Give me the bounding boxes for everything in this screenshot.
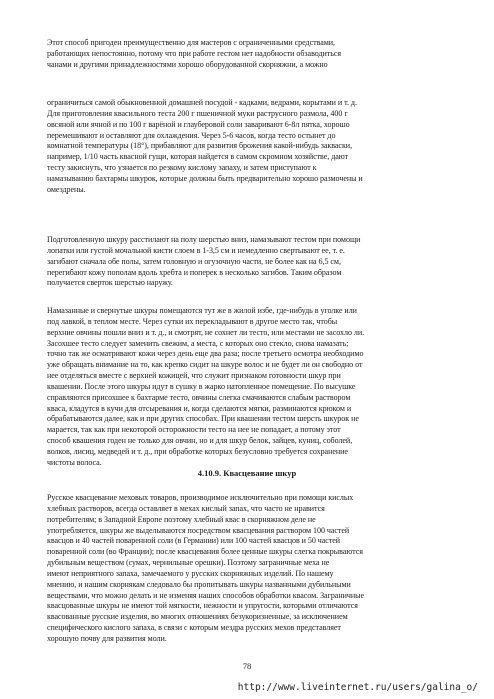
footer-url[interactable]: http://www.liveinternet.ru/users/galina_o/ [237, 682, 478, 693]
paragraph-alum-tanning: Русское квасцевание меховых товаров, производимое исключительно при помощи кислых хлебных растворов, всегда оставляет в мехах кислый запах, что часто не нравится потребителям; в Западной Европе поэтому хлебный квас в скорняжном деле не употребляется, шкуры же выделываются посредством квасцевания раствором 100 частей квасцов и 40 частей поваренной соли (в Германии) или 100 частей квасцов и 50 частей поваренной соли (во Франции); после квасцевания более ценные шкуры слегка покрываются дубильным веществом (сумах, чернильные орешки). Поэтому заграничные меха не имеют неприятного запаха, замечаемого у русских скорняжных изделий. По нашему мнению, и нашим скорнякам следовало бы пропитывать шкуры названными дубильными веществами, что можно делать и не изменяя наших способов обработки квасом. Заграничные квасцованные шкуры не имеют той мягкости, нежности и упругости, которыми отличаются квасованные русские изделия, во многих отношениях безукоризненные, за исключением специфического кислого запаха, в связи с которым мездра русских мехов представляет хорошую почву для развития моли. [47, 493, 364, 643]
paragraph-spreading: Подготовленную шкуру расстилают на полу шерстью вниз, намазывают тестом при помощи лопатки или густой мочальной кисти слоем в 1-3,5 см и немедленно свертывают ее, т. е. загибают сначала обе полы, затем головную и огузочную части, не более как на 6,5 см, перегибают кожу пополам вдоль хребта и поперек в несколько загибов. Таким образом получается сверток шерстью наружу. [47, 235, 361, 288]
paragraph-storage: Намазанные и свернутые шкуры помещаются тут же в жилой избе, где-нибудь в уголке или под лавкой, в теплом месте. Через сутки их перекладывают в другое место так, чтобы верхние овчины пошли вниз и т. д., и смотрят, не сохнет ли тесто, или местами не засохло ли. Засохшее тесто следует заменить свежим, а места, с которых оно стекло, снова намазать; точно так же осматривают кожи через день еще два раза; после третьего осмотра необходимо уже обращать внимание на то, как крепко сидит на шкуре волос и не будет ли он свободно от нее отделяться вместе с верхней кожицей, что служит признаком готовности шкур при квашении. После этого шкуры идут в сушку в жарко натопленное помещение. По высушке справляются присохшее к бахтарме тесто, овчины слегка смачиваются слабым раствором кваса, кладутся в кучи для отсыревания и, когда сделаются мягки, разминаются крюком и обрабатываются далее, как и при других способах. При квашении тестом шерсть шкурок не марается, так как при некоторой осторожности тесто на нее не попадает, а потому этот способ квашения годен не только для овчин, но и для шкур белок, зайцев, куниц, соболей, волков, лисиц, медведей и т. д., при обработке которых безусловно требуется сохранение чистоты волоса. [47, 306, 365, 467]
paragraph-intro: Этот способ пригоден преимущественно для мастеров с ограниченными средствами, работающих непостоянно, потому что при работе гестом нет надобности обзаводиться чанами и другими принадлежностями хорошо оборудованной скорняжни, а можно [47, 38, 342, 69]
section-heading: 4.10.9. Квасцевание шкур [197, 468, 297, 478]
page-number: 78 [242, 661, 252, 671]
paragraph-dough-recipe: ограничиться самой обыкновенной домашней посудой - кадками, ведрами, корытами и т. д. Для приготовления квасильного теста 200 г пшеничной муки раструсного размола, 400 г овсяной или ячной и по 100 г варёной и глауберовой соли заваривают 6-8л пятка, хорошо перемешивают и оставляют для охлаждения. Через 5-6 часов, когда тесто остынет до комнатной температуры (18°), прибавляют для развития брожения какой-нибудь закваски, например, 1/10 часть квасной гущи, которая найдется в самом скромном хозяйстве, дают тесту закиснуть, что узнается по резкому кислому запаху, и затем приступают к намазыванию бахтармы шкурок, которые должны быть предварительно хорошо размочены и омездрены. [47, 98, 363, 194]
